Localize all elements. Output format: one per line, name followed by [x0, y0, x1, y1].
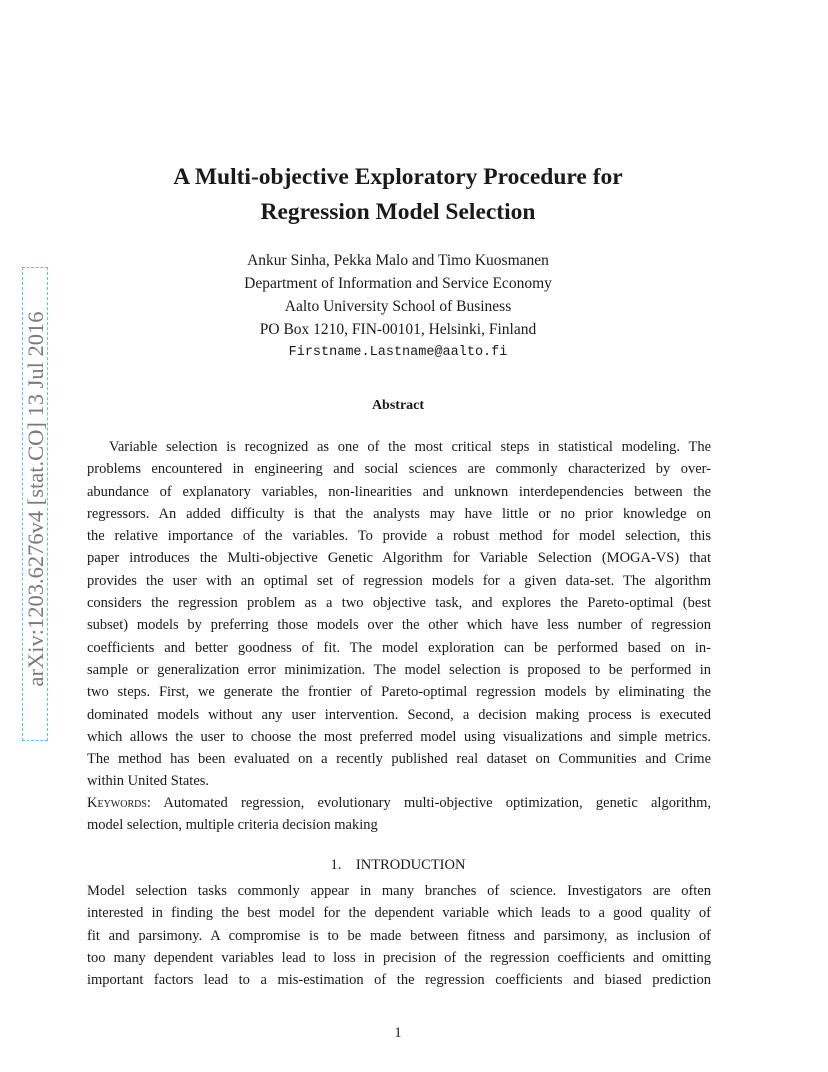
author-department: Department of Information and Service Economy [244, 275, 552, 292]
author-school: Aalto University School of Business [284, 298, 512, 315]
abstract-line: subset) models by preferring those models over the other which have less number of regression [87, 617, 711, 634]
abstract-line: paper introduces the Multi-objective Genetic Algorithm for Variable Selection (MOGA-VS) that [87, 550, 711, 567]
paper-title [88, 160, 708, 230]
intro-line: interested in finding the best model for the dependent variable which leads to a good quality of [87, 905, 711, 922]
keywords-block [87, 792, 711, 837]
abstract-heading: Abstract [371, 398, 425, 413]
author-address: PO Box 1210, FIN-00101, Helsinki, Finland [259, 321, 537, 338]
abstract-line: coefficients and better goodness of fit. The model exploration can be performed based on in- [87, 639, 711, 656]
abstract-line: sample or generalization error minimization. The model selection is proposed to be performed in [87, 661, 711, 678]
keywords-line [87, 792, 711, 814]
abstract-line: two steps. First, we generate the frontier of Pareto-optimal regression models by eliminating the [87, 684, 711, 701]
abstract-line: abundance of explanatory variables, non-linearities and unknown interdependencies between the [87, 483, 711, 500]
abstract-line: the relative importance of the variables. To provide a robust method for model selection, this [87, 528, 711, 545]
author-names: Ankur Sinha, Pekka Malo and Timo Kuosmanen [247, 252, 549, 269]
page-number: 1 [394, 1025, 402, 1041]
abstract-line: Variable selection is recognized as one of the most critical steps in statistical modeling. The [109, 439, 711, 455]
keywords-label: Keywords [87, 795, 147, 811]
section-heading: 1. INTRODUCTION [330, 857, 466, 873]
abstract-line: regressors. An added difficulty is that the analysts may have little or no prior knowledge on [87, 505, 711, 522]
title-line: Regression Model Selection [260, 199, 536, 225]
abstract-line: within United States. [87, 773, 210, 790]
author-email[interactable]: Firstname.Lastname@aalto.fi [288, 345, 508, 360]
abstract-text [87, 436, 711, 793]
abstract-line: The method has been evaluated on a recently published real dataset on Communities and Crime [87, 751, 711, 768]
intro-line: fit and parsimony. A compromise is to be made between fitness and parsimony, as inclusion of [87, 927, 711, 944]
introduction-text [87, 880, 711, 991]
intro-line: too many dependent variables lead to loss in precision of the regression coefficients and omitting [87, 949, 711, 966]
author-block [88, 249, 708, 364]
abstract-line: dominated models without any user intervention. Second, a decision making process is executed [87, 706, 711, 723]
abstract-line: problems encountered in engineering and social sciences are commonly characterized by over- [87, 461, 711, 478]
title-line: A Multi-objective Exploratory Procedure for [173, 164, 623, 190]
keywords-text: : Automated regression, evolutionary multi-objective optimization, genetic algorithm, [146, 795, 711, 811]
abstract-line: which allows the user to choose the most preferred model using visualizations and simple metrics. [87, 728, 711, 745]
intro-line: important factors lead to a mis-estimation of the regression coefficients and biased prediction [87, 972, 711, 989]
abstract-line: provides the user with an optimal set of regression models for a given data-set. The algorithm [87, 572, 711, 589]
intro-line: Model selection tasks commonly appear in many branches of science. Investigators are often [87, 883, 711, 899]
arxiv-identifier[interactable]: arXiv:1203.6276v4 [stat.CO] 13 Jul 2016 [23, 311, 48, 687]
abstract-line: considers the regression problem as a two objective task, and explores the Pareto-optimal (best [87, 595, 711, 612]
keywords-line: model selection, multiple criteria decision making [87, 817, 378, 834]
